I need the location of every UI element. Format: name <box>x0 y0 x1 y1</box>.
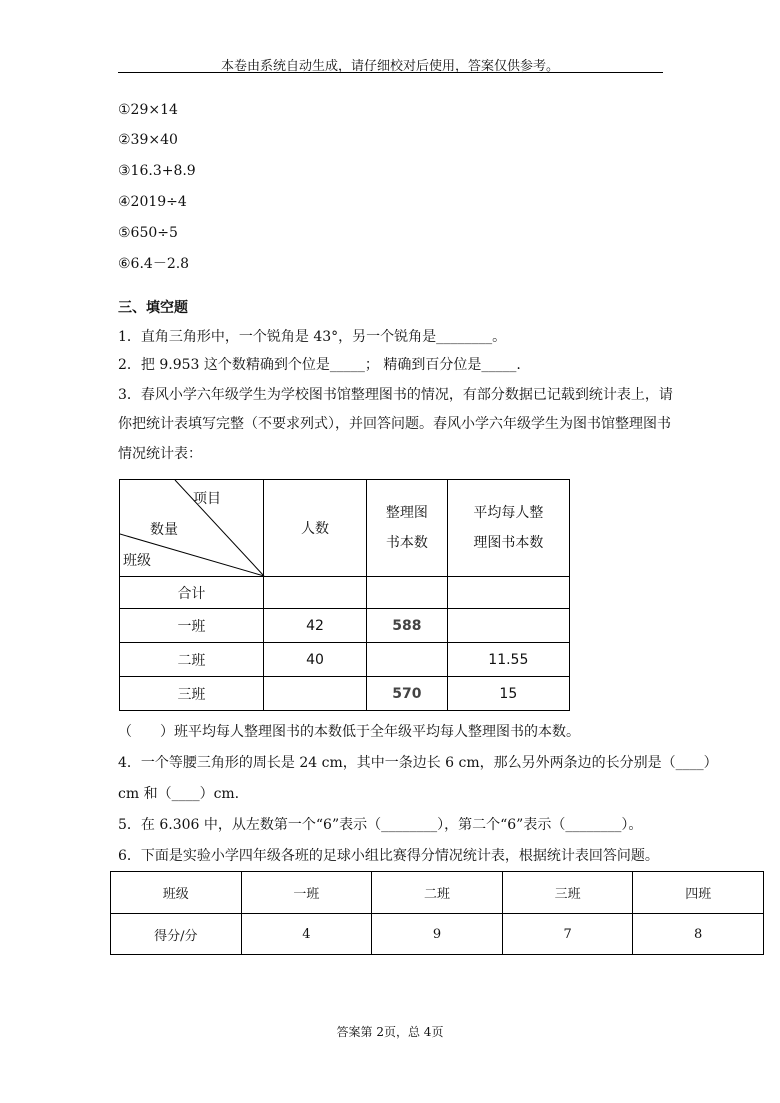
question-3-line: 情况统计表： <box>118 446 202 462</box>
header-average-line: 平均每人整 <box>473 505 544 521</box>
row-label-total: 合计 <box>120 577 264 609</box>
question-3-answer-prompt: （ ）班平均每人整理图书的本数低于全年级平均每人整理图书的本数。 <box>118 724 580 740</box>
corner-label-class: 班级 <box>123 553 151 569</box>
question-3-line: 你把统计表填写完整（不要求列式），并回答问题。春风小学六年级学生为图书馆整理图书 <box>118 416 671 432</box>
row-label-class-2: 二班 <box>120 643 264 677</box>
header-books-line: 整理图 <box>385 505 428 521</box>
calc-item: ⑥6.4－2.8 <box>118 256 190 272</box>
corner-header-cell <box>120 480 264 577</box>
header-people: 人数 <box>263 480 366 577</box>
question-1: 1．直角三角形中，一个锐角是 43°，另一个锐角是________。 <box>118 329 507 345</box>
cell-average <box>447 577 569 609</box>
calc-item: ④2019÷4 <box>118 194 187 210</box>
cell-books: 588 <box>367 609 448 643</box>
cell-books: 570 <box>367 677 448 711</box>
header-divider <box>118 72 663 73</box>
cell-average: 11.55 <box>447 643 569 677</box>
question-5: 5．在 6.306 中，从左数第一个“6”表示（________），第二个“6”表示（________）。 <box>118 817 643 833</box>
score-header: 二班 <box>372 872 503 914</box>
header-average <box>447 480 569 577</box>
cell-people: 42 <box>263 609 366 643</box>
calc-item: ②39×40 <box>118 132 178 148</box>
score-header-class: 班级 <box>111 872 242 914</box>
score-value: 8 <box>633 914 764 955</box>
score-header: 四班 <box>633 872 764 914</box>
cell-books <box>367 577 448 609</box>
question-2: 2．把 9.953 这个数精确到个位是_____； 精确到百分位是_____. <box>118 357 521 373</box>
row-label-class-3: 三班 <box>120 677 264 711</box>
score-table <box>110 871 764 955</box>
row-label-class-1: 一班 <box>120 609 264 643</box>
cell-people <box>263 677 366 711</box>
cell-people <box>263 577 366 609</box>
page-header-note: 本卷由系统自动生成，请仔细校对后使用，答案仅供参考。 <box>220 59 559 74</box>
header-books <box>367 480 448 577</box>
score-header: 三班 <box>502 872 633 914</box>
calc-item: ③16.3+8.9 <box>118 163 196 179</box>
question-3-line: 3．春风小学六年级学生为学校图书馆整理图书的情况，有部分数据已记载到统计表上，请 <box>118 387 673 403</box>
book-statistics-table <box>119 479 570 711</box>
score-header: 一班 <box>241 872 372 914</box>
cell-average <box>447 609 569 643</box>
header-books-line: 书本数 <box>385 535 428 551</box>
score-value: 9 <box>372 914 503 955</box>
score-value: 4 <box>241 914 372 955</box>
question-4-line: cm 和（____）cm. <box>118 786 240 802</box>
calc-item: ①29×14 <box>118 102 178 118</box>
corner-label-item: 项目 <box>193 491 221 507</box>
cell-people: 40 <box>263 643 366 677</box>
calc-item: ⑤650÷5 <box>118 225 178 241</box>
corner-label-quantity: 数量 <box>150 522 178 538</box>
section-title: 三、填空题 <box>118 300 188 316</box>
cell-average: 15 <box>447 677 569 711</box>
cell-books <box>367 643 448 677</box>
score-row-label: 得分/分 <box>111 914 242 955</box>
page-footer: 答案第 2页，总 4页 <box>336 1025 444 1039</box>
header-average-line: 理图书本数 <box>473 535 544 551</box>
question-4-line: 4．一个等腰三角形的周长是 24 cm，其中一条边长 6 cm，那么另外两条边的长分别是（____） <box>118 755 718 771</box>
question-6: 6．下面是实验小学四年级各班的足球小组比赛得分情况统计表，根据统计表回答问题。 <box>118 848 659 864</box>
score-value: 7 <box>502 914 633 955</box>
